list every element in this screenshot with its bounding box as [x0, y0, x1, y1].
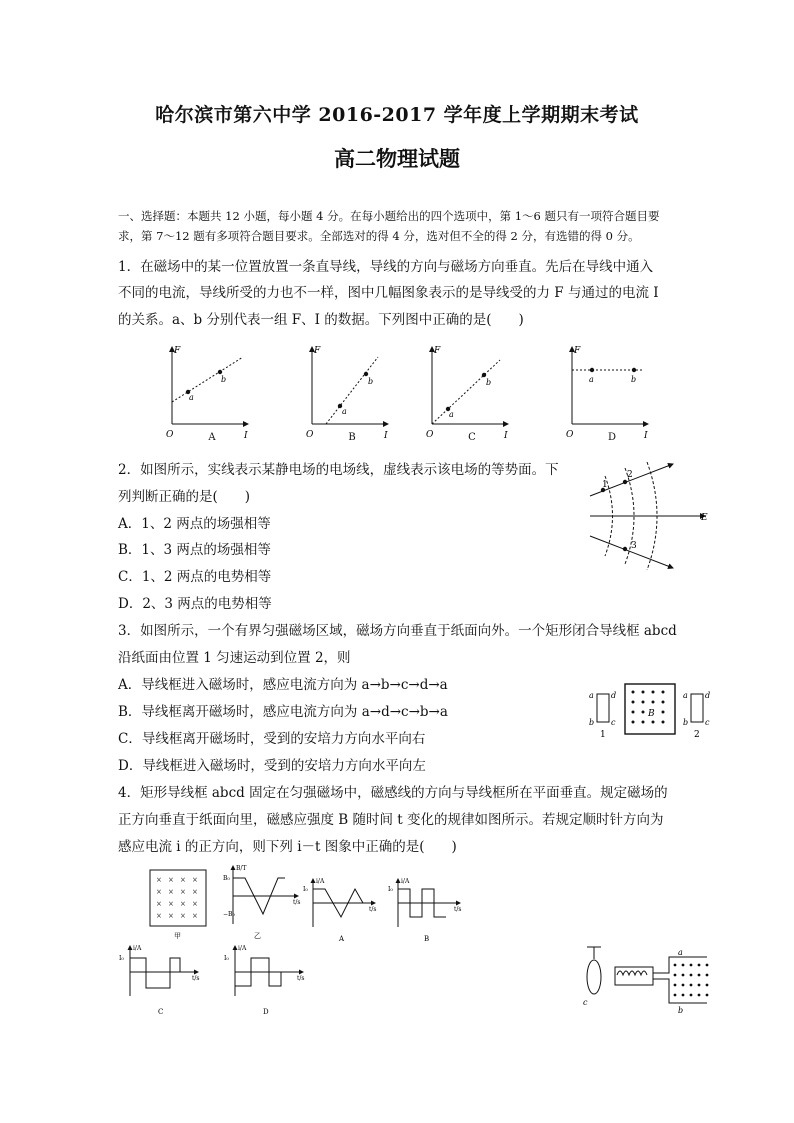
q2-option-d: D．2、3 两点的电势相等	[118, 596, 272, 612]
q5-label-b: b	[678, 1006, 684, 1015]
q4-graph-d	[224, 945, 305, 1016]
q4-yi-nb0: −B₀	[223, 911, 235, 918]
q4-line-1: 4．矩形导线框 abcd 固定在匀强磁场中，磁感线的方向与导线框所在平面垂直。规定磁场的	[118, 785, 668, 801]
svg-text:×: ×	[180, 900, 186, 908]
q1-line-1: 1．在磁场中的某一位置放置一条直导线，导线的方向与磁场方向垂直。先后在导线中通入	[118, 259, 654, 275]
svg-text:×: ×	[156, 888, 162, 896]
q1-graph-d	[566, 346, 648, 441]
q5-label-c: c	[583, 998, 588, 1007]
q1-b-origin: O	[306, 430, 314, 440]
q4-caption-c: C	[158, 1008, 164, 1016]
svg-text:×: ×	[168, 912, 174, 920]
q1-line-2: 不同的电流，导线所受的力也不一样，图中几幅图象表示的是导线受的力 F 与通过的电流 I	[118, 285, 659, 301]
q4-d-axis: i/A	[238, 945, 247, 952]
q1-c-origin: O	[426, 430, 434, 440]
q3-fig-field: B	[648, 709, 655, 719]
q2-point-2: 2	[627, 470, 633, 480]
q1-a-pa: a	[189, 393, 194, 402]
q4-caption-jia: 甲	[174, 932, 181, 940]
q2-option-c: C．1、2 两点的电势相等	[118, 569, 272, 585]
q3-field-figure	[585, 680, 715, 740]
q2-point-3: 3	[631, 541, 637, 551]
q1-a-ylabel: F	[174, 346, 181, 356]
q4-a-axis: i/A	[316, 878, 325, 885]
svg-text:×: ×	[180, 876, 186, 884]
q1-b-ylabel: F	[314, 346, 321, 356]
q3-option-d: D．导线框进入磁场时，受到的安培力方向水平向左	[118, 758, 426, 774]
q4-fig-yi	[223, 865, 301, 940]
q3-fig2-c: c	[705, 718, 710, 727]
q4-c-i0: I₀	[119, 955, 124, 962]
q1-d-xlabel: I	[644, 431, 648, 441]
svg-text:×: ×	[192, 900, 198, 908]
q1-caption-a: A	[208, 432, 216, 443]
q3-fig-a: a	[589, 691, 594, 700]
q3-line-2: 沿纸面由位置 1 匀速运动到位置 2，则	[118, 650, 351, 666]
svg-text:×: ×	[192, 876, 198, 884]
q4-c-t: t/s	[192, 975, 200, 982]
q3-fig-b: b	[589, 718, 595, 727]
q4-d-i0: I₀	[224, 955, 229, 962]
q1-graph-a	[166, 346, 248, 441]
q3-fig2-d: d	[705, 691, 711, 700]
q3-line-1: 3．如图所示，一个有界匀强磁场区域，磁场方向垂直于纸面向外。一个矩形闭合导线框 abcd	[118, 623, 677, 639]
q1-d-pa: a	[589, 375, 594, 384]
q1-a-origin: O	[166, 430, 174, 440]
q1-c-xlabel: I	[504, 431, 508, 441]
q3-pos-1: 1	[600, 730, 606, 740]
q1-c-ylabel: F	[434, 346, 441, 356]
q1-caption-d: D	[607, 432, 617, 443]
q5-label-a: a	[678, 948, 683, 957]
q4-graph-c	[119, 945, 200, 1016]
q1-graph-b	[306, 346, 388, 441]
q4-caption-yi: 乙	[254, 932, 261, 940]
svg-text:×: ×	[168, 900, 174, 908]
q4-b-axis: i/A	[401, 878, 410, 885]
q1-b-xlabel: I	[384, 431, 388, 441]
q4-yi-axis: B/T	[236, 865, 247, 872]
svg-text:×: ×	[156, 900, 162, 908]
q2-point-1: 1	[602, 480, 608, 490]
svg-text:×: ×	[168, 888, 174, 896]
q4-figures	[118, 862, 478, 1022]
q1-caption-c: C	[468, 432, 476, 443]
q4-a-i0: I₀	[303, 886, 308, 893]
q1-a-pb: b	[221, 375, 227, 384]
q1-c-pb: b	[486, 378, 492, 387]
q2-line-1: 2．如图所示，实线表示某静电场的电场线，虚线表示该电场的等势面。下	[118, 462, 559, 478]
q3-option-b: B．导线框离开磁场时，感应电流方向为 a→d→c→b→a	[118, 704, 448, 720]
q4-c-axis: i/A	[133, 945, 142, 952]
q1-c-pa: a	[449, 410, 454, 419]
q3-fig2-b: b	[683, 718, 689, 727]
q3-fig2-a: a	[683, 691, 688, 700]
q1-graphs	[158, 342, 658, 447]
q2-option-a: A．1、2 两点的场强相等	[118, 516, 271, 532]
q4-line-2: 正方向垂直于纸面向里，磁感应强度 B 随时间 t 变化的规律如图所示。若规定顺时针方向为	[118, 812, 664, 828]
q4-d-t: t/s	[297, 975, 305, 982]
q3-option-c: C．导线框离开磁场时，受到的安培力方向水平向右	[118, 731, 426, 747]
svg-text:×: ×	[156, 912, 162, 920]
q3-option-a: A．导线框进入磁场时，感应电流方向为 a→b→c→d→a	[118, 677, 448, 693]
q3-pos-2: 2	[694, 730, 700, 740]
q3-fig-d: d	[611, 691, 617, 700]
q2-field-figure	[585, 456, 715, 586]
q4-yi-b0: B₀	[223, 875, 230, 882]
svg-text:×: ×	[156, 876, 162, 884]
q4-line-3: 感应电流 i 的正方向，则下列 i－t 图象中正确的是( )	[118, 839, 457, 855]
q1-d-pb: b	[631, 375, 637, 384]
svg-text:×: ×	[192, 912, 198, 920]
q5-figure	[575, 945, 725, 1025]
q4-b-i0: I₀	[388, 886, 393, 893]
section-line-2: 求，第 7～12 题有多项符合题目要求。全部选对的得 4 分，选对但不全的得 2 分，有选错的得 0 分。	[118, 229, 640, 243]
q4-caption-a: A	[339, 935, 345, 943]
q4-caption-d: D	[263, 1008, 269, 1016]
section-instructions	[118, 206, 678, 246]
q4-a-t: t/s	[369, 906, 377, 913]
q3-fig-c: c	[611, 718, 616, 727]
q4-caption-b: B	[424, 935, 430, 943]
q4-graph-a	[303, 878, 377, 943]
q1-d-ylabel: F	[574, 346, 581, 356]
q1-d-origin: O	[566, 430, 574, 440]
q1-graph-c	[426, 346, 508, 441]
q2-option-b: B．1、3 两点的场强相等	[118, 542, 271, 558]
svg-text:×: ×	[168, 876, 174, 884]
q1-b-pa: a	[342, 407, 347, 416]
exam-title: 哈尔滨市第六中学 2016-2017 学年度上学期期末考试	[155, 104, 639, 126]
q1-caption-b: B	[348, 432, 356, 443]
q2-label-e: E	[701, 513, 708, 523]
q1-line-3: 的关系。a、b 分别代表一组 F、I 的数据。下列图中正确的是( )	[118, 312, 524, 328]
q4-graph-b	[388, 878, 462, 943]
exam-subtitle: 高二物理试题	[334, 146, 460, 171]
q4-yi-t: t/s	[293, 899, 301, 906]
q2-line-2: 列判断正确的是( )	[118, 489, 251, 505]
svg-text:×: ×	[192, 888, 198, 896]
q4-fig-jia	[150, 870, 206, 940]
q1-b-pb: b	[368, 377, 374, 386]
q1-a-xlabel: I	[244, 431, 248, 441]
svg-text:×: ×	[180, 912, 186, 920]
svg-text:×: ×	[180, 888, 186, 896]
section-line-1: 一、选择题：本题共 12 小题，每小题 4 分。在每小题给出的四个选项中，第 1～6 题只有一项符合题目要	[118, 209, 660, 223]
q4-b-t: t/s	[454, 906, 462, 913]
